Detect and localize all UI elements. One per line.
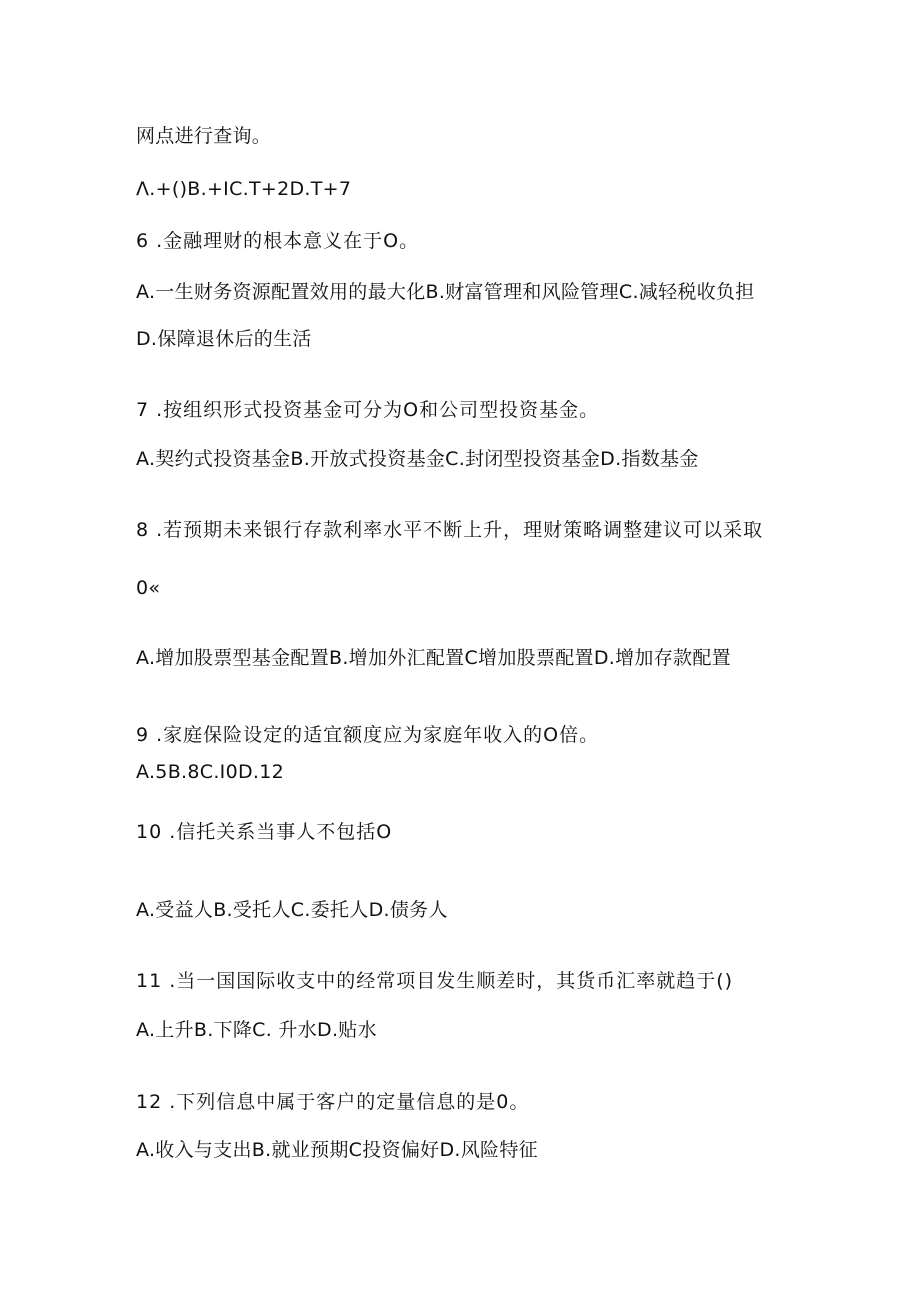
options-6b: D.保障退休后的生活	[136, 328, 312, 350]
options-7: A.契约式投资基金B.开放式投资基金C.封闭型投资基金D.指数基金	[136, 448, 699, 470]
question-8: 8 .若预期未来银行存款利率水平不断上升，理财策略调整建议可以采取	[136, 519, 764, 541]
question-8-continued: 0«	[136, 577, 161, 599]
options-11: A.上升B.下降C. 升水D.贴水	[136, 1019, 377, 1041]
question-10: 10 .信托关系当事人不包括O	[136, 821, 393, 843]
options-9: A.5B.8C.I0D.12	[136, 761, 284, 783]
options-6a: A.一生财务资源配置效用的最大化B.财富管理和风险管理C.减轻税收负担	[136, 281, 755, 303]
options-8: A.增加股票型基金配置B.增加外汇配置C增加股票配置D.增加存款配置	[136, 647, 731, 669]
question-6: 6 .金融理财的根本意义在于O。	[136, 230, 420, 252]
question-12: 12 .下列信息中属于客户的定量信息的是0。	[136, 1091, 530, 1113]
question-7: 7 .按组织形式投资基金可分为O和公司型投资基金。	[136, 399, 600, 421]
options-10: A.受益人B.受托人C.委托人D.债务人	[136, 899, 448, 921]
question-9: 9 .家庭保险设定的适宜额度应为家庭年收入的O倍。	[136, 724, 600, 746]
question-11: 11 .当一国国际收支中的经常项目发生顺差时，其货币汇率就趋于()	[136, 970, 734, 992]
text-line: 网点进行查询。	[136, 125, 272, 147]
options-line: Λ.+()B.+IC.T+2D.T+7	[136, 178, 352, 200]
options-12: A.收入与支出B.就业预期C投资偏好D.风险特征	[136, 1139, 538, 1161]
